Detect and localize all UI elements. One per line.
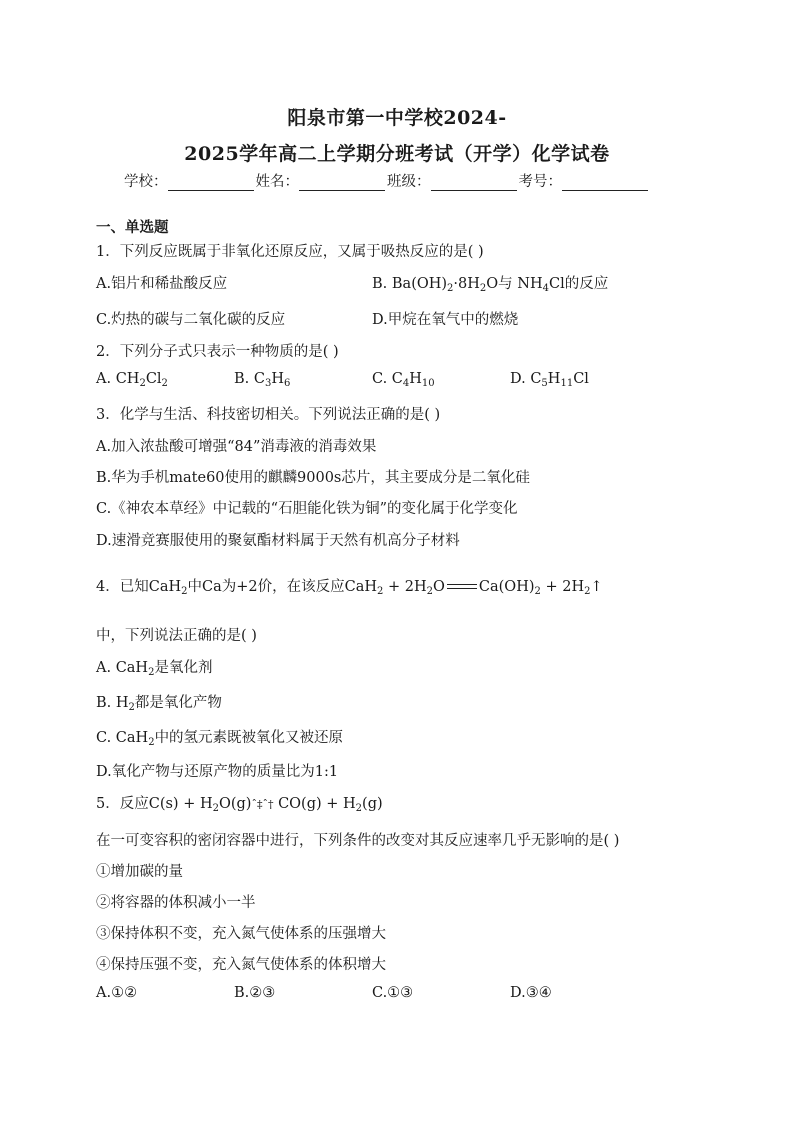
question-3-stem: 3．化学与生活、科技密切相关。下列说法正确的是( )	[96, 407, 441, 423]
question-1-option-d[interactable]: D.甲烷在氧气中的燃烧	[372, 312, 519, 328]
class-label: 班级：	[387, 174, 431, 190]
question-5-option-a[interactable]: A.①②	[96, 985, 138, 1001]
question-3-option-b[interactable]: B.华为手机mate60使用的麒麟9000s芯片，其主要成分是二氧化硅	[96, 470, 530, 486]
question-3-option-d[interactable]: D.速滑竞赛服使用的聚氨酯材料属于天然有机高分子材料	[96, 533, 460, 549]
question-5-option-c[interactable]: C.①③	[372, 985, 414, 1001]
class-field[interactable]	[431, 174, 517, 191]
school-field[interactable]	[168, 174, 254, 191]
question-4-option-b[interactable]: B. $H_2$都是氧化产物	[96, 695, 222, 713]
question-3-option-c[interactable]: C.《神农本草经》中记载的“石胆能化铁为铜”的变化属于化学变化	[96, 501, 518, 517]
question-2-option-b[interactable]: B. $C_3H_6$	[234, 371, 291, 389]
question-5-item-1: ①增加碳的量	[96, 864, 183, 880]
question-5-stem-cont: 在一可变容积的密闭容器中进行，下列条件的改变对其反应速率几乎无影响的是( )	[96, 833, 620, 849]
question-4-equation: $CaH_2 + 2H_2O$ $Ca(OH)_2$ + $2H_2↑$	[344, 579, 603, 597]
section-heading: 一、单选题	[96, 219, 169, 236]
question-4-stem-cont: 中，下列说法正确的是( )	[96, 628, 257, 644]
question-5-option-b[interactable]: B.②③	[234, 985, 276, 1001]
question-4-option-d[interactable]: D.氧化产物与还原产物的质量比为1:1	[96, 764, 339, 780]
number-field[interactable]	[562, 174, 648, 191]
question-1-option-b[interactable]: B. $Ba(OH)_2\cdot 8H_2O$与 $NH_4Cl$的反应	[372, 276, 609, 294]
question-4-option-a[interactable]: A. CaH$_2$是氧化剂	[96, 660, 213, 678]
question-1-stem: 1．下列反应既属于非氧化还原反应，又属于吸热反应的是( )	[96, 244, 484, 260]
name-field[interactable]	[299, 174, 385, 191]
name-label: 姓名：	[255, 174, 299, 190]
question-5-item-2: ②将容器的体积减小一半	[96, 895, 256, 911]
question-5-stem: 5．反应$C(s) + H_2O(g)ˆ\ddagger ˆ\dagger$ $CO(g) + H_2(g)$	[96, 796, 383, 814]
school-label: 学校：	[124, 174, 168, 190]
question-5-item-3: ③保持体积不变，充入氮气使体系的压强增大	[96, 926, 386, 942]
student-info-row	[124, 170, 648, 191]
question-2-option-a[interactable]: A. $CH_2Cl_2$	[96, 371, 168, 389]
question-2-option-d[interactable]: D. $C_5H_{11}Cl$	[510, 371, 589, 389]
exam-title-line2: 2025学年高二上学期分班考试（开学）化学试卷	[184, 143, 610, 165]
question-2-stem: 2．下列分子式只表示一种物质的是( )	[96, 344, 339, 360]
question-2-option-c[interactable]: C. $C_4H_{10}$	[372, 371, 435, 389]
question-5-item-4: ④保持压强不变，充入氮气使体系的体积增大	[96, 957, 386, 973]
question-1-option-a[interactable]: A.铝片和稀盐酸反应	[96, 276, 228, 292]
question-4-option-c[interactable]: C. CaH$_2$中的氢元素既被氧化又被还原	[96, 730, 344, 748]
number-label: 考号：	[518, 174, 562, 190]
question-5-equation: $C(s) + H_2O(g)ˆ\ddagger ˆ\dagger$ $CO(g) + H_2(g)$	[148, 796, 383, 814]
equals-arrow-icon	[445, 582, 479, 592]
question-4-stem: 4．已知CaH$_2$中Ca为+2价，在该反应$CaH_2 + 2H_2O$ $Ca(OH)_2$ + $2H_2↑$	[96, 579, 603, 597]
question-1-option-c[interactable]: C.灼热的碳与二氧化碳的反应	[96, 312, 286, 328]
question-5-option-d[interactable]: D.③④	[510, 985, 552, 1001]
exam-title-line1: 阳泉市第一中学校2024-	[287, 107, 507, 129]
question-3-option-a[interactable]: A.加入浓盐酸可增强“84”消毒液的消毒效果	[96, 439, 377, 455]
reversible-arrow-icon: ˆ‡ˆ†	[251, 797, 274, 811]
